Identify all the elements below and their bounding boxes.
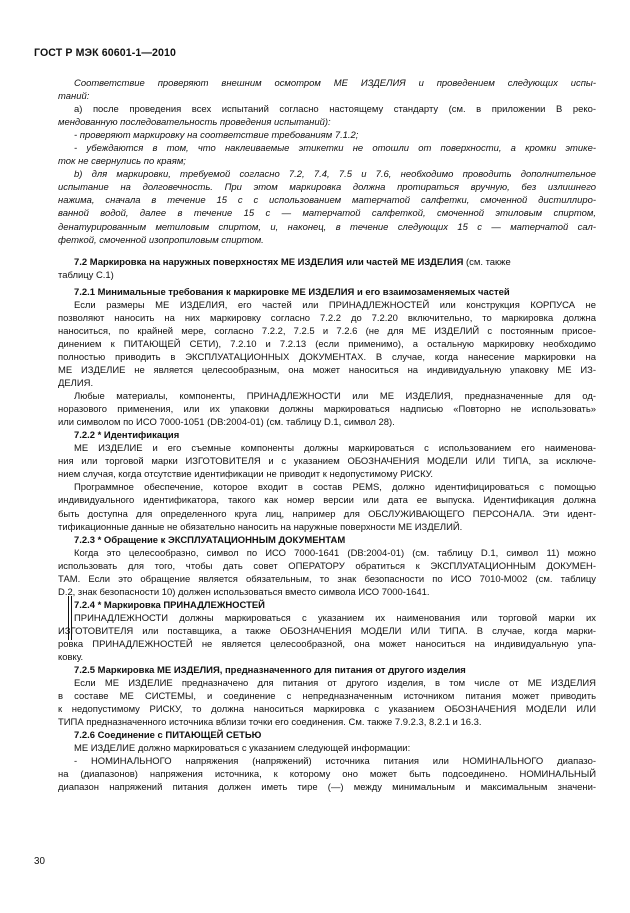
text-line: тификационные данные не обязательно наносить на наружные поверхности МЕ ИЗДЕЛИЙ. [58,521,463,533]
text-line: ния или торговой марки ИЗГОТОВИТЕЛЯ и с указанием ОБОЗНАЧЕНИЯ МОДЕЛИ ИЛИ ТИПА, за исключе- [58,456,596,468]
text-line: МЕ ИЗДЕЛИЕ и его съемные компоненты должны маркироваться с использованием его наименова- [74,443,596,455]
page-number: 30 [34,856,45,867]
text-line: Программное обеспечение, которое входит в состав PEMS, должно идентифицироваться с помощью [74,482,596,494]
text-line: полностью приводить в ЭКСПЛУАТАЦИОННЫХ ДОКУМЕНТАХ. В случае, когда нанесение маркировки на [58,351,596,363]
text-line: - проверяют маркировку на соответствие требованиям 7.1.2; [74,130,359,142]
text-line: Любые материалы, компоненты, ПРИНАДЛЕЖНОСТИ или МЕ ИЗДЕЛИЯ, предназначенные для од- [74,391,596,403]
text-line: быть доступна для определенного круга лиц, например для ОБСЛУЖИВАЮЩЕГО ПЕРСОНАЛА. Эти идент- [58,508,596,520]
text-line: к недопустимому РИСКУ, то должна наноситься маркировка с указанием ОБОЗНАЧЕНИЯ МОДЕЛИ ИЛИ [58,704,596,716]
text-line: ТИПА предназначенного источника вблизи точки его соединения. См. также 7.9.2.3, 8.2.1 и 16.3. [58,717,482,729]
text-line: ИЗГОТОВИТЕЛЯ или поставщика, а также ОБОЗНАЧЕНИЯ МОДЕЛИ ИЛИ ТИПА. В случае, когда марки- [58,625,596,637]
text-line: таблицу С.1) [58,269,114,281]
text-line: Соответствие проверяют внешним осмотром МЕ ИЗДЕЛИЯ и проведением следующих испы- [74,78,596,89]
text-line: мендованную последовательность проведения испытаний): [58,117,331,129]
section-heading-7-2-5: 7.2.5 Маркировка МЕ ИЗДЕЛИЯ, предназначенного для питания от другого изделия [74,665,466,677]
text-line: Если размеры МЕ ИЗДЕЛИЯ, его частей или ПРИНАДЛЕЖНОСТЕЙ или конструкция КОРПУСА не [74,299,596,311]
text-line: феткой, смоченной изопропиловым спиртом. [58,234,264,246]
text-line: испытание на долговечность. При этом маркировка должна протираться вручную, без излишнего [58,182,596,194]
section-heading-7-2-2: 7.2.2 * Идентификация [74,430,180,442]
text-line: МЕ ИЗДЕЛИЕ должно маркироваться с указанием следующей информации: [74,743,411,755]
text-line: норазового применения, или их упаковки должны маркироваться надписью «Повторно не использовать» [58,404,596,416]
section-heading-7-2-1: 7.2.1 Минимальные требования к маркировке МЕ ИЗДЕЛИЯ и его взаимозаменяемых частей [74,286,510,298]
text-line: нажима, сначала в течение 15 с с использованием матерчатой салфетки, смоченной дистиллиро- [58,195,596,207]
text-line: нием случая, когда отсутствие идентификации не приводит к недопустимому РИСКУ. [58,469,434,481]
text-line: ровка ПРИНАДЛЕЖНОСТЕЙ не является целесообразной, она может наноситься на индивидуальную упа- [58,638,596,650]
text-line: позволяют наносить на них маркировку согласно 7.2.2 до 7.2.20 включительно, то маркировка должна [58,312,596,324]
text-line: Когда это целесообразно, символ по ИСО 7000-1641 (DB:2004-01) (см. таблицу D.1, символ 11) можно [74,547,596,559]
text-line: индивидуального идентификатора, такого как номер версии или дата ее выпуска. Идентификация должна [58,495,596,507]
text-line: Если МЕ ИЗДЕЛИЕ предназначено для питания от другого изделия, в том числе от МЕ ИЗДЕЛИЯ [74,678,596,690]
heading-text: 7.2 Маркировка на наружных поверхностях МЕ ИЗДЕЛИЯ или частей МЕ ИЗДЕЛИЯ [74,256,464,268]
text-line: - убеждаются в том, что наклеиваемые этикетки не отошли от поверхности, а кромки этике- [74,143,596,155]
text-line: в составе МЕ СИСТЕМЫ, и соединение с непредназначенным источником питания может приводить [58,691,596,703]
document-body [58,77,596,795]
text-line: D.2, знак безопасности 10) должен использоваться вместо символа ИСО 7000-1641. [58,586,430,598]
text-line: или символом по ИСО 7000-1051 (DB:2004-01) (см. таблицу D.1, символ 28). [58,417,395,429]
text-line: МЕ ИЗДЕЛИЕ не является целесообразным, она может наноситься на индивидуальную упаковку МЕ ИЗ- [58,364,596,376]
text-line: ТАМ. Если это обращение является обязательным, то знак безопасности по ИСО 7010-М002 (см. таблицу [58,573,596,585]
heading-tail: (см. также [463,256,511,268]
text-line: ковку. [58,652,84,664]
text-line: диапазон напряжений питания должен иметь тире (—) между минимальным и максимальным значени- [58,782,596,794]
text-line: ток не свернулись по краям; [58,156,186,168]
text-line: таний: [58,91,90,103]
text-line: ПРИНАДЛЕЖНОСТИ должны маркироваться с указанием их наименования или торговой марки их [74,612,596,624]
section-heading-7-2 [74,256,596,269]
section-heading-7-2-6: 7.2.6 Соединение с ПИТАЮЩЕЙ СЕТЬЮ [74,730,262,742]
text-line: b) для маркировки, требуемой согласно 7.2, 7.4, 7.5 и 7.6, необходимо проводить дополнительное [74,169,596,181]
text-line: ДЕЛИЯ. [58,378,94,390]
text-line: динением к ПИТАЮЩЕЙ СЕТИ), 7.2.10 и 7.2.13 (если применимо), а остальную маркировку необходимо [58,338,596,350]
text-line: использовать для того, чтобы дать совет ОПЕРАТОРУ обратиться к ЭКСПЛУАТАЦИОННЫМ ДОКУМЕН- [58,560,596,572]
text-line: а) после проведения всех испытаний согласно настоящему стандарту (см. в приложении В реко- [74,104,596,116]
text-line: - НОМИНАЛЬНОГО напряжения (напряжений) источника питания или НОМИНАЛЬНОГО диапазо- [74,756,596,768]
text-line: денатурированным метиловым спиртом, и, наконец, в течение следующих 15 с — матерчатой сал- [58,221,596,233]
page-header: ГОСТ Р МЭК 60601-1—2010 [34,47,177,59]
text-line: на (диапазонов) напряжения источника, к которому оно может быть подсоединено. НОМИНАЛЬНЫЙ [58,769,596,781]
section-heading-7-2-4: 7.2.4 * Маркировка ПРИНАДЛЕЖНОСТЕЙ [74,599,265,611]
text-line: наноситься, по крайней мере, согласно 7.2.2, 7.2.5 и 7.2.6 (не для МЕ ИЗДЕЛИЙ с постоянным присое- [58,325,596,337]
text-line: ванной водой, далее в течение 15 с — матерчатой салфеткой, смоченной этиловым спиртом, [58,208,596,220]
section-heading-7-2-3: 7.2.3 * Обращение к ЭКСПЛУАТАЦИОННЫМ ДОКУМЕНТАМ [74,534,346,546]
